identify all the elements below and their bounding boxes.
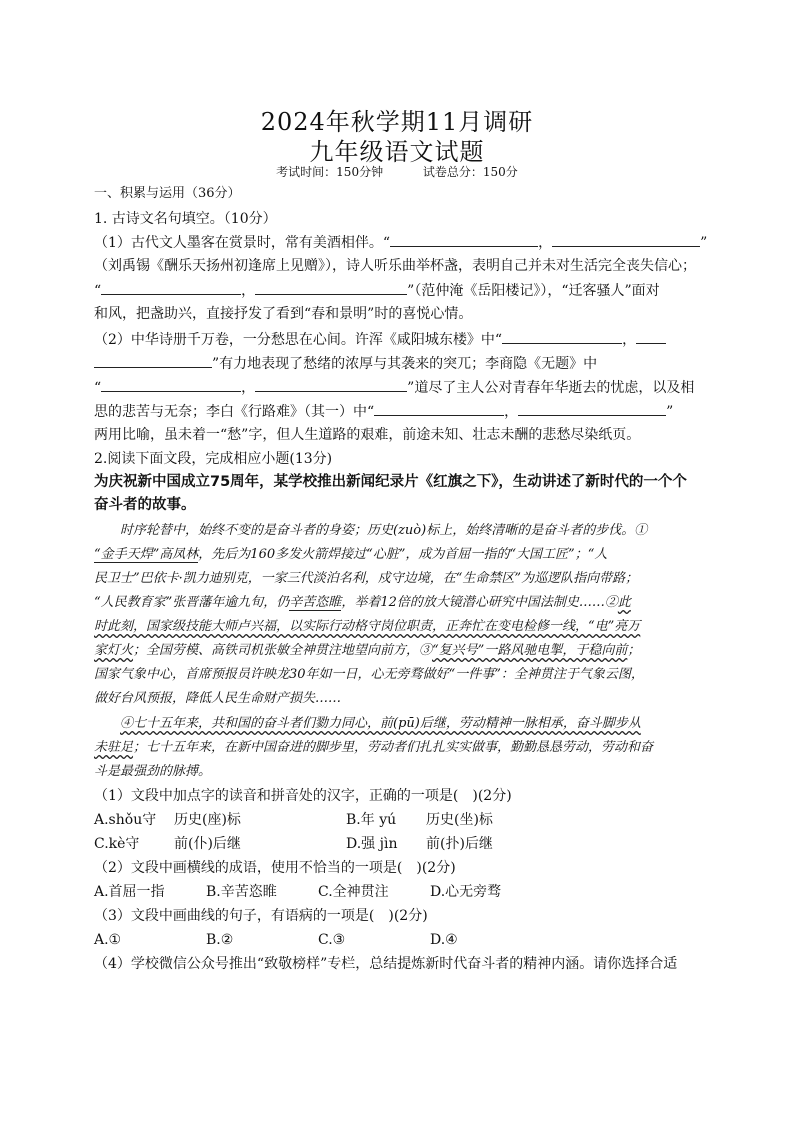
option-b[interactable]: B.辛苦恣睢: [206, 884, 277, 900]
option-c[interactable]: C.③: [318, 932, 346, 948]
q1-line-4: 和风，把盏助兴，直接抒发了看到“春和景明”时的喜悦心情。: [94, 306, 473, 322]
answer-blank[interactable]: [636, 329, 666, 344]
option-c[interactable]: C.kè守: [94, 836, 140, 852]
option-b[interactable]: B.年 yú: [346, 812, 397, 828]
q1-line-7: “ ， ”道尽了主人公对青春年华逝去的忧虑，以及相: [94, 377, 702, 398]
passage-line-2: “金手天焊”高凤林，先后为160多发火箭焊接过“心脏”，成为首屈一指的“大国工匠”；“人: [94, 547, 608, 562]
q1-line-5: （2）中华诗册千万卷，一分愁思在心间。许浑《咸阳城东楼》中“ ，: [94, 329, 702, 350]
passage-line-3: 民卫士”巴依卡·凯力迪别克，一家三代淡泊名利，戍守边境，在“生命禁区”为巡逻队指向带路；: [94, 571, 639, 586]
sub-question-3: （3）文段中画曲线的句子，有语病的一项是( )(2分): [94, 908, 428, 924]
answer-blank[interactable]: [101, 377, 241, 392]
q2-stem: 2.阅读下面文段，完成相应小题(13分): [94, 451, 333, 467]
answer-blank[interactable]: [94, 353, 212, 368]
sub-question-4: （4）学校微信公众号推出“致敬榜样”专栏，总结提炼新时代奋斗者的精神内涵。请你选择合适: [94, 956, 678, 972]
q2-intro-1: 为庆祝新中国成立75周年，某学校推出新闻纪录片《红旗之下》，生动讲述了新时代的一个个: [94, 474, 687, 490]
passage-line-4: “人民教育家”张晋藩年逾九旬，仍辛苦恣睢，举着12倍的放大镜潜心研究中国法制史……②此: [94, 595, 631, 610]
exam-score: 试卷总分：150分: [422, 165, 518, 179]
sub-question-1-options-cd: C.kè守 前(仆)后继 D.强 jìn 前(扑)后继: [94, 836, 493, 852]
section-heading: 一、积累与运用（36分）: [94, 186, 241, 201]
q2-intro-2: 奋斗者的故事。: [94, 497, 196, 513]
q1-line-9: 两用比喻，虽未着一“愁”字，但人生道路的艰难，前途未知、壮志未酬的悲愁尽染纸页。: [94, 427, 641, 443]
sub-question-3-options: [94, 930, 702, 950]
option-d[interactable]: D.④: [430, 932, 458, 948]
passage-line-8: 做好台风预报，降低人民生命财产损失……: [94, 691, 342, 706]
answer-blank[interactable]: [374, 401, 504, 416]
answer-blank[interactable]: [502, 329, 622, 344]
exam-title: 2024年秋学期11月调研: [260, 108, 534, 136]
passage-line-6: 家灯火；全国劳模、高铁司机张敏全神贯注地望向前方，③“复兴号”一路风驰电掣，于稳向前；: [94, 643, 641, 658]
option-a[interactable]: A.shǒu守: [94, 812, 157, 828]
q1-line-1: （1）古代文人墨客在赏景时，常有美酒相伴。“ ， ”: [94, 232, 702, 253]
exam-subtitle: 九年级语文试题: [309, 138, 485, 166]
option-d[interactable]: D.强 jìn: [346, 836, 398, 852]
passage-line-10: 未驻足；七十五年来，在新中国奋进的脚步里，劳动者们扎扎实实做事，勤勤恳恳劳动，劳动和奋: [94, 740, 654, 755]
answer-blank[interactable]: [518, 401, 666, 416]
passage-line-7: 国家气象中心，首席预报员许映龙30年如一日，心无旁骛做好“一件事”：全神贯注于气象云图，: [94, 667, 644, 682]
option-b[interactable]: B.②: [206, 932, 234, 948]
q1-stem: 1. 古诗文名句填空。（10分）: [94, 211, 277, 227]
passage-line-1: 时序轮替中，始终不变的是奋斗者的身姿；历史(zuò)标上，始终清晰的是奋斗者的步伐。①: [120, 523, 648, 538]
passage-line-11: 斗是最强劲的脉搏。: [94, 764, 212, 779]
answer-blank[interactable]: [101, 280, 241, 295]
answer-blank[interactable]: [552, 232, 700, 247]
sub-question-1: （1）文段中加点字的读音和拼音处的汉字，正确的一项是( )(2分): [94, 788, 512, 804]
q1-line-8: 思的悲苦与无奈；李白《行路难》（其一）中“ ， ”: [94, 401, 702, 422]
sub-question-2: （2）文段中画横线的成语，使用不恰当的一项是( )(2分): [94, 860, 456, 876]
passage-line-9: ④七十五年来，共和国的奋斗者们勠力同心，前(pū)后继，劳动精神一脉相承，奋斗脚步从: [120, 716, 641, 731]
q1-line-2: （刘禹锡《酬乐天扬州初逢席上见赠》），诗人听乐曲举杯盏，表明自己并未对生活完全丧失信心；: [94, 258, 696, 274]
q1-line-3: “ ， ”（范仲淹《岳阳楼记》），“迁客骚人”面对: [94, 280, 702, 301]
option-d[interactable]: D.心无旁骛: [430, 884, 502, 900]
option-a[interactable]: A.首屈一指: [94, 884, 165, 900]
sub-question-2-options: [94, 882, 702, 902]
sub-question-1-options-ab: A.shǒu守 历史(座)标 B.年 yú 历史(坐)标: [94, 812, 493, 828]
exam-info: [0, 163, 794, 180]
option-a[interactable]: A.①: [94, 932, 122, 948]
option-c[interactable]: C.全神贯注: [318, 884, 389, 900]
exam-time: 考试时间：150分钟: [276, 165, 384, 179]
answer-blank[interactable]: [390, 232, 538, 247]
q1-line-6: ”有力地表现了愁绪的浓厚与其袭来的突兀；李商隐《无题》中: [94, 353, 702, 374]
passage-line-5: 时此刻，国家级技能大师卢兴福，以实际行动格守岗位职责，正奔忙在变电检修一线，“电”亮万: [94, 619, 641, 634]
answer-blank[interactable]: [255, 377, 407, 392]
answer-blank[interactable]: [255, 280, 407, 295]
